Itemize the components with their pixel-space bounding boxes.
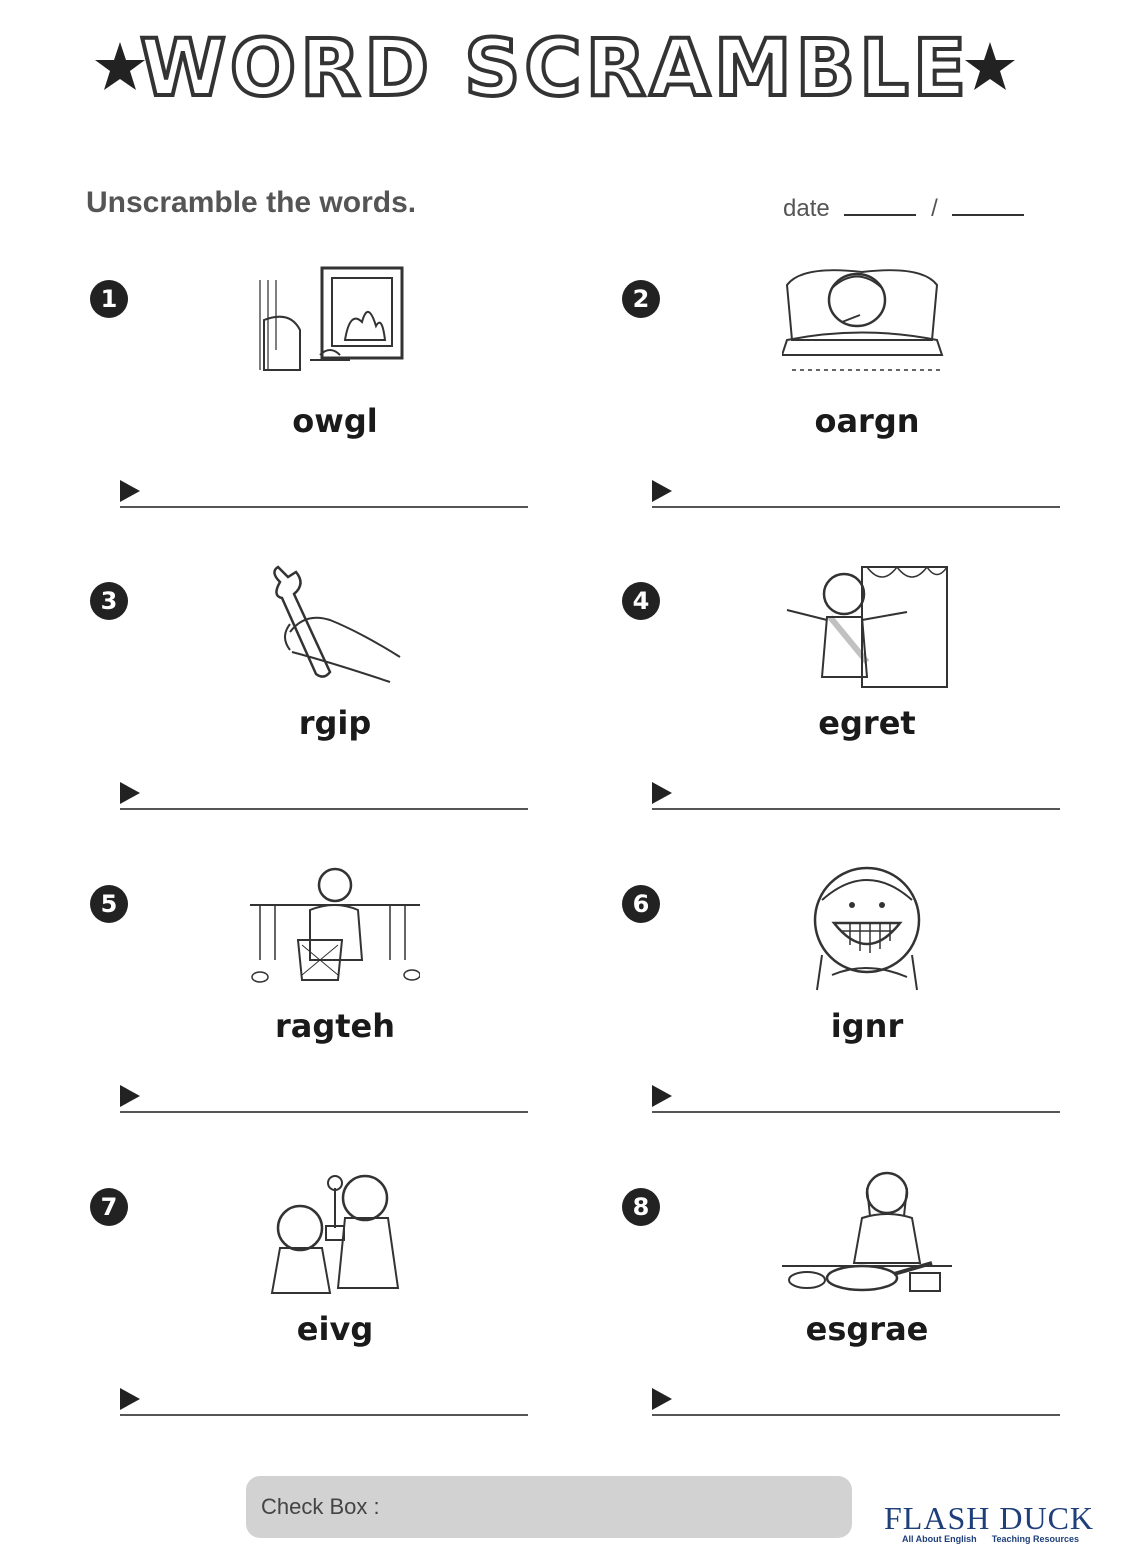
item-number: 7 [90, 1188, 128, 1226]
scramble-item [90, 582, 510, 862]
sick-in-bed-icon [782, 260, 952, 390]
scrambled-word: egret [818, 704, 916, 742]
instruction-heading: Unscramble the words. [86, 186, 417, 219]
answer-line[interactable] [120, 808, 528, 810]
scramble-item [622, 280, 1042, 560]
scrambled-word: owgl [292, 402, 378, 440]
date-month-blank[interactable] [844, 194, 916, 216]
grin-icon [782, 865, 952, 995]
scrambled-word: esgrae [805, 1310, 929, 1348]
answer-line[interactable] [652, 506, 1060, 508]
star-icon [965, 42, 1015, 90]
arrow-icon [120, 1085, 140, 1107]
scrambled-word: eivg [296, 1310, 374, 1348]
star-icon [95, 42, 145, 90]
give-flower-icon [250, 1168, 420, 1298]
scramble-item [90, 885, 510, 1165]
logo-brand: FLASH DUCK [884, 1500, 1095, 1536]
item-number: 1 [90, 280, 128, 318]
wrench-grip-icon [250, 562, 420, 692]
check-box-label: Check Box : [261, 1494, 380, 1519]
worksheet-title [90, 20, 1020, 110]
arrow-icon [652, 480, 672, 502]
scramble-item [90, 280, 510, 560]
logo-tagline-right: Teaching Resources [991, 1534, 1080, 1544]
scrambled-word: oargn [814, 402, 920, 440]
check-box[interactable] [246, 1476, 852, 1538]
scrambled-word: ignr [830, 1007, 904, 1045]
item-number: 2 [622, 280, 660, 318]
item-number: 3 [90, 582, 128, 620]
arrow-icon [120, 1388, 140, 1410]
answer-line[interactable] [652, 1111, 1060, 1113]
answer-line[interactable] [120, 1111, 528, 1113]
date-day-blank[interactable] [952, 194, 1024, 216]
flash-duck-logo [884, 1500, 1114, 1550]
answer-line[interactable] [652, 1414, 1060, 1416]
fireplace-icon [250, 260, 420, 390]
arrow-icon [120, 480, 140, 502]
scramble-item [622, 885, 1042, 1165]
arrow-icon [652, 782, 672, 804]
scrambled-word: ragteh [274, 1007, 396, 1045]
title-text: WORD SCRAMBLE [139, 24, 971, 110]
date-label: date [783, 195, 830, 222]
cooking-icon [782, 1168, 952, 1298]
item-number: 6 [622, 885, 660, 923]
logo-tagline-left: All About English [902, 1534, 977, 1544]
gather-trash-icon [250, 865, 420, 995]
answer-line[interactable] [120, 506, 528, 508]
item-number: 4 [622, 582, 660, 620]
arrow-icon [652, 1085, 672, 1107]
item-number: 8 [622, 1188, 660, 1226]
scrambled-word: rgip [298, 704, 372, 742]
item-number: 5 [90, 885, 128, 923]
logo-tagline [902, 1534, 1079, 1544]
answer-line[interactable] [120, 1414, 528, 1416]
scramble-item [622, 582, 1042, 862]
arrow-icon [652, 1388, 672, 1410]
date-field [783, 194, 1032, 223]
scramble-item [90, 1188, 510, 1468]
welcome-girl-icon [782, 562, 952, 692]
answer-line[interactable] [652, 808, 1060, 810]
scramble-item [622, 1188, 1042, 1468]
arrow-icon [120, 782, 140, 804]
date-separator: / [931, 195, 938, 222]
